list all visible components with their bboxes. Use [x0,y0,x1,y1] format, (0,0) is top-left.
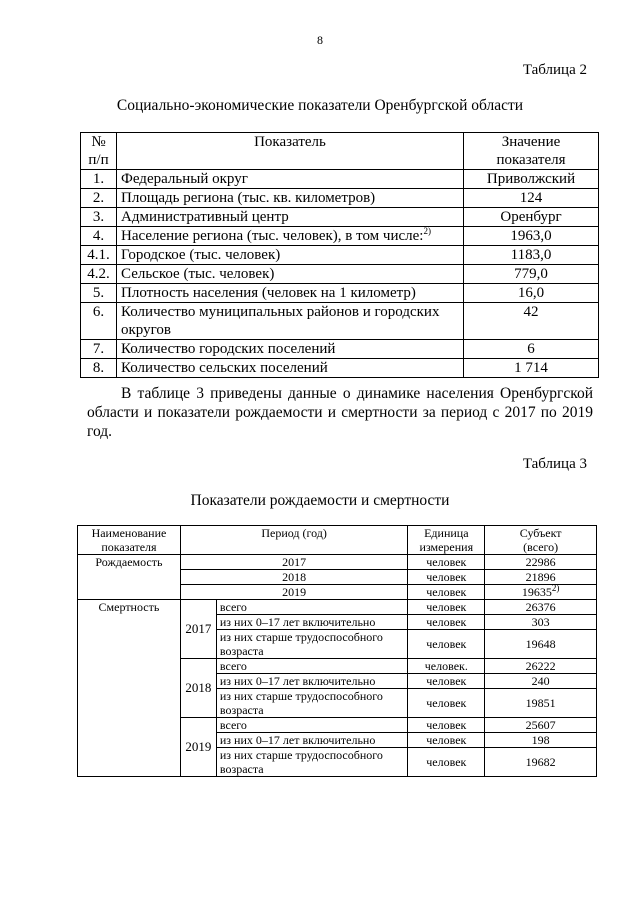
header-unit-line2: измерения [419,540,474,554]
row-label: Площадь региона (тыс. кв. километров) [117,189,464,208]
row-label: Сельское (тыс. человек) [117,265,464,284]
death-row-label: всего [216,659,408,674]
death-row-label: из них старше трудоспособного возраста [216,630,408,659]
death-row-label: из них старше трудоспособного возраста [216,689,408,718]
row-label-cell [117,227,464,246]
death-unit: человек [408,733,485,748]
row-label: Количество городских поселений [117,340,464,359]
row-value: 16,0 [464,284,599,303]
birth-value: 19635 [521,585,552,599]
death-value: 303 [485,615,597,630]
row-num: 8. [81,359,117,378]
birth-unit: человек [408,585,485,600]
row-value: 1963,0 [464,227,599,246]
death-unit: человек [408,600,485,615]
row-label: Население региона (тыс. человек), в том числе: [121,228,424,244]
birth-year: 2018 [180,570,407,585]
death-value: 26376 [485,600,597,615]
death-year: 2018 [180,659,216,718]
death-unit: человек [408,630,485,659]
table-row [81,265,599,284]
death-value: 26222 [485,659,597,674]
death-row-label: всего [216,718,408,733]
row-num: 1. [81,170,117,189]
death-year: 2017 [180,600,216,659]
death-value: 240 [485,674,597,689]
death-unit: человек. [408,659,485,674]
death-unit: человек [408,718,485,733]
death-value: 25607 [485,718,597,733]
death-unit: человек [408,748,485,777]
birth-value: 21896 [485,570,597,585]
table-row [81,227,599,246]
table2-header-value [464,133,599,170]
death-year: 2019 [180,718,216,777]
death-label: Смертность [78,600,181,777]
table-row [81,303,599,340]
row-num: 4.1. [81,246,117,265]
table3-header-row [78,526,597,555]
death-row-label: из них 0–17 лет включительно [216,615,408,630]
table2-title: Социально-экономические показатели Оренбургской области [116,97,524,114]
row-label: Федеральный округ [117,170,464,189]
row-num: 2. [81,189,117,208]
header-num-line2: п/п [88,152,109,168]
table3-header-subject [485,526,597,555]
row-label: Административный центр [117,208,464,227]
table3-header-period: Период (год) [180,526,407,555]
table2-header-indicator: Показатель [117,133,464,170]
table3 [77,525,597,777]
death-value: 19851 [485,689,597,718]
table-row [78,555,597,570]
body-paragraph [87,384,593,441]
header-name-line1: Наименование [91,526,167,540]
row-value: 779,0 [464,265,599,284]
death-unit: человек [408,674,485,689]
table-row [81,189,599,208]
header-num-line1: № [91,134,106,150]
header-value-line2: показателя [496,152,566,168]
row-value: Оренбург [464,208,599,227]
row-num: 4.2. [81,265,117,284]
row-value: 1 714 [464,359,599,378]
birth-unit: человек [408,570,485,585]
death-unit: человек [408,615,485,630]
table-row [81,284,599,303]
table2 [80,132,599,378]
table3-header-unit [408,526,485,555]
header-subject-line1: Субъект [519,526,562,540]
table-row [81,170,599,189]
row-value: 42 [464,303,599,340]
row-value: 6 [464,340,599,359]
row-num: 7. [81,340,117,359]
death-value: 19648 [485,630,597,659]
row-value: 1183,0 [464,246,599,265]
table3-caption: Таблица 3 [522,456,587,472]
row-label: Плотность населения (человек на 1 километр) [117,284,464,303]
header-name-line2: показателя [101,540,157,554]
death-row-label: из них 0–17 лет включительно [216,733,408,748]
death-value: 198 [485,733,597,748]
birth-value-cell [485,585,597,600]
death-row-label: всего [216,600,408,615]
table-row [81,340,599,359]
row-num: 5. [81,284,117,303]
footnote-mark: 2) [423,226,431,236]
row-num: 3. [81,208,117,227]
table2-header-row [81,133,599,170]
table-row [78,600,597,615]
table3-title: Показатели рождаемости и смертности [190,492,450,509]
birth-label: Рождаемость [78,555,181,600]
row-num: 6. [81,303,117,340]
table-row [81,359,599,378]
table2-caption: Таблица 2 [522,62,587,78]
row-label: Количество сельских поселений [117,359,464,378]
table2-header-num [81,133,117,170]
row-label: Городское (тыс. человек) [117,246,464,265]
birth-year: 2017 [180,555,407,570]
birth-year: 2019 [180,585,407,600]
row-value: 124 [464,189,599,208]
row-num: 4. [81,227,117,246]
birth-unit: человек [408,555,485,570]
table3-header-name [78,526,181,555]
death-row-label: из них старше трудоспособного возраста [216,748,408,777]
paragraph-text: В таблице 3 приведены данные о динамике населения Оренбургской области и показатели рождаемости и смертности за период с 2017 по 2019 год. [87,385,593,440]
table-row [81,246,599,265]
death-unit: человек [408,689,485,718]
table-row [81,208,599,227]
footnote-mark: 2) [551,583,560,593]
header-unit-line1: Единица [424,526,469,540]
death-row-label: из них 0–17 лет включительно [216,674,408,689]
row-value: Приволжский [464,170,599,189]
header-subject-line2: (всего) [523,540,559,554]
header-value-line1: Значение [501,134,561,150]
death-value: 19682 [485,748,597,777]
birth-value: 22986 [485,555,597,570]
row-label: Количество муниципальных районов и городских округов [117,303,464,340]
page-number: 8 [317,33,323,47]
